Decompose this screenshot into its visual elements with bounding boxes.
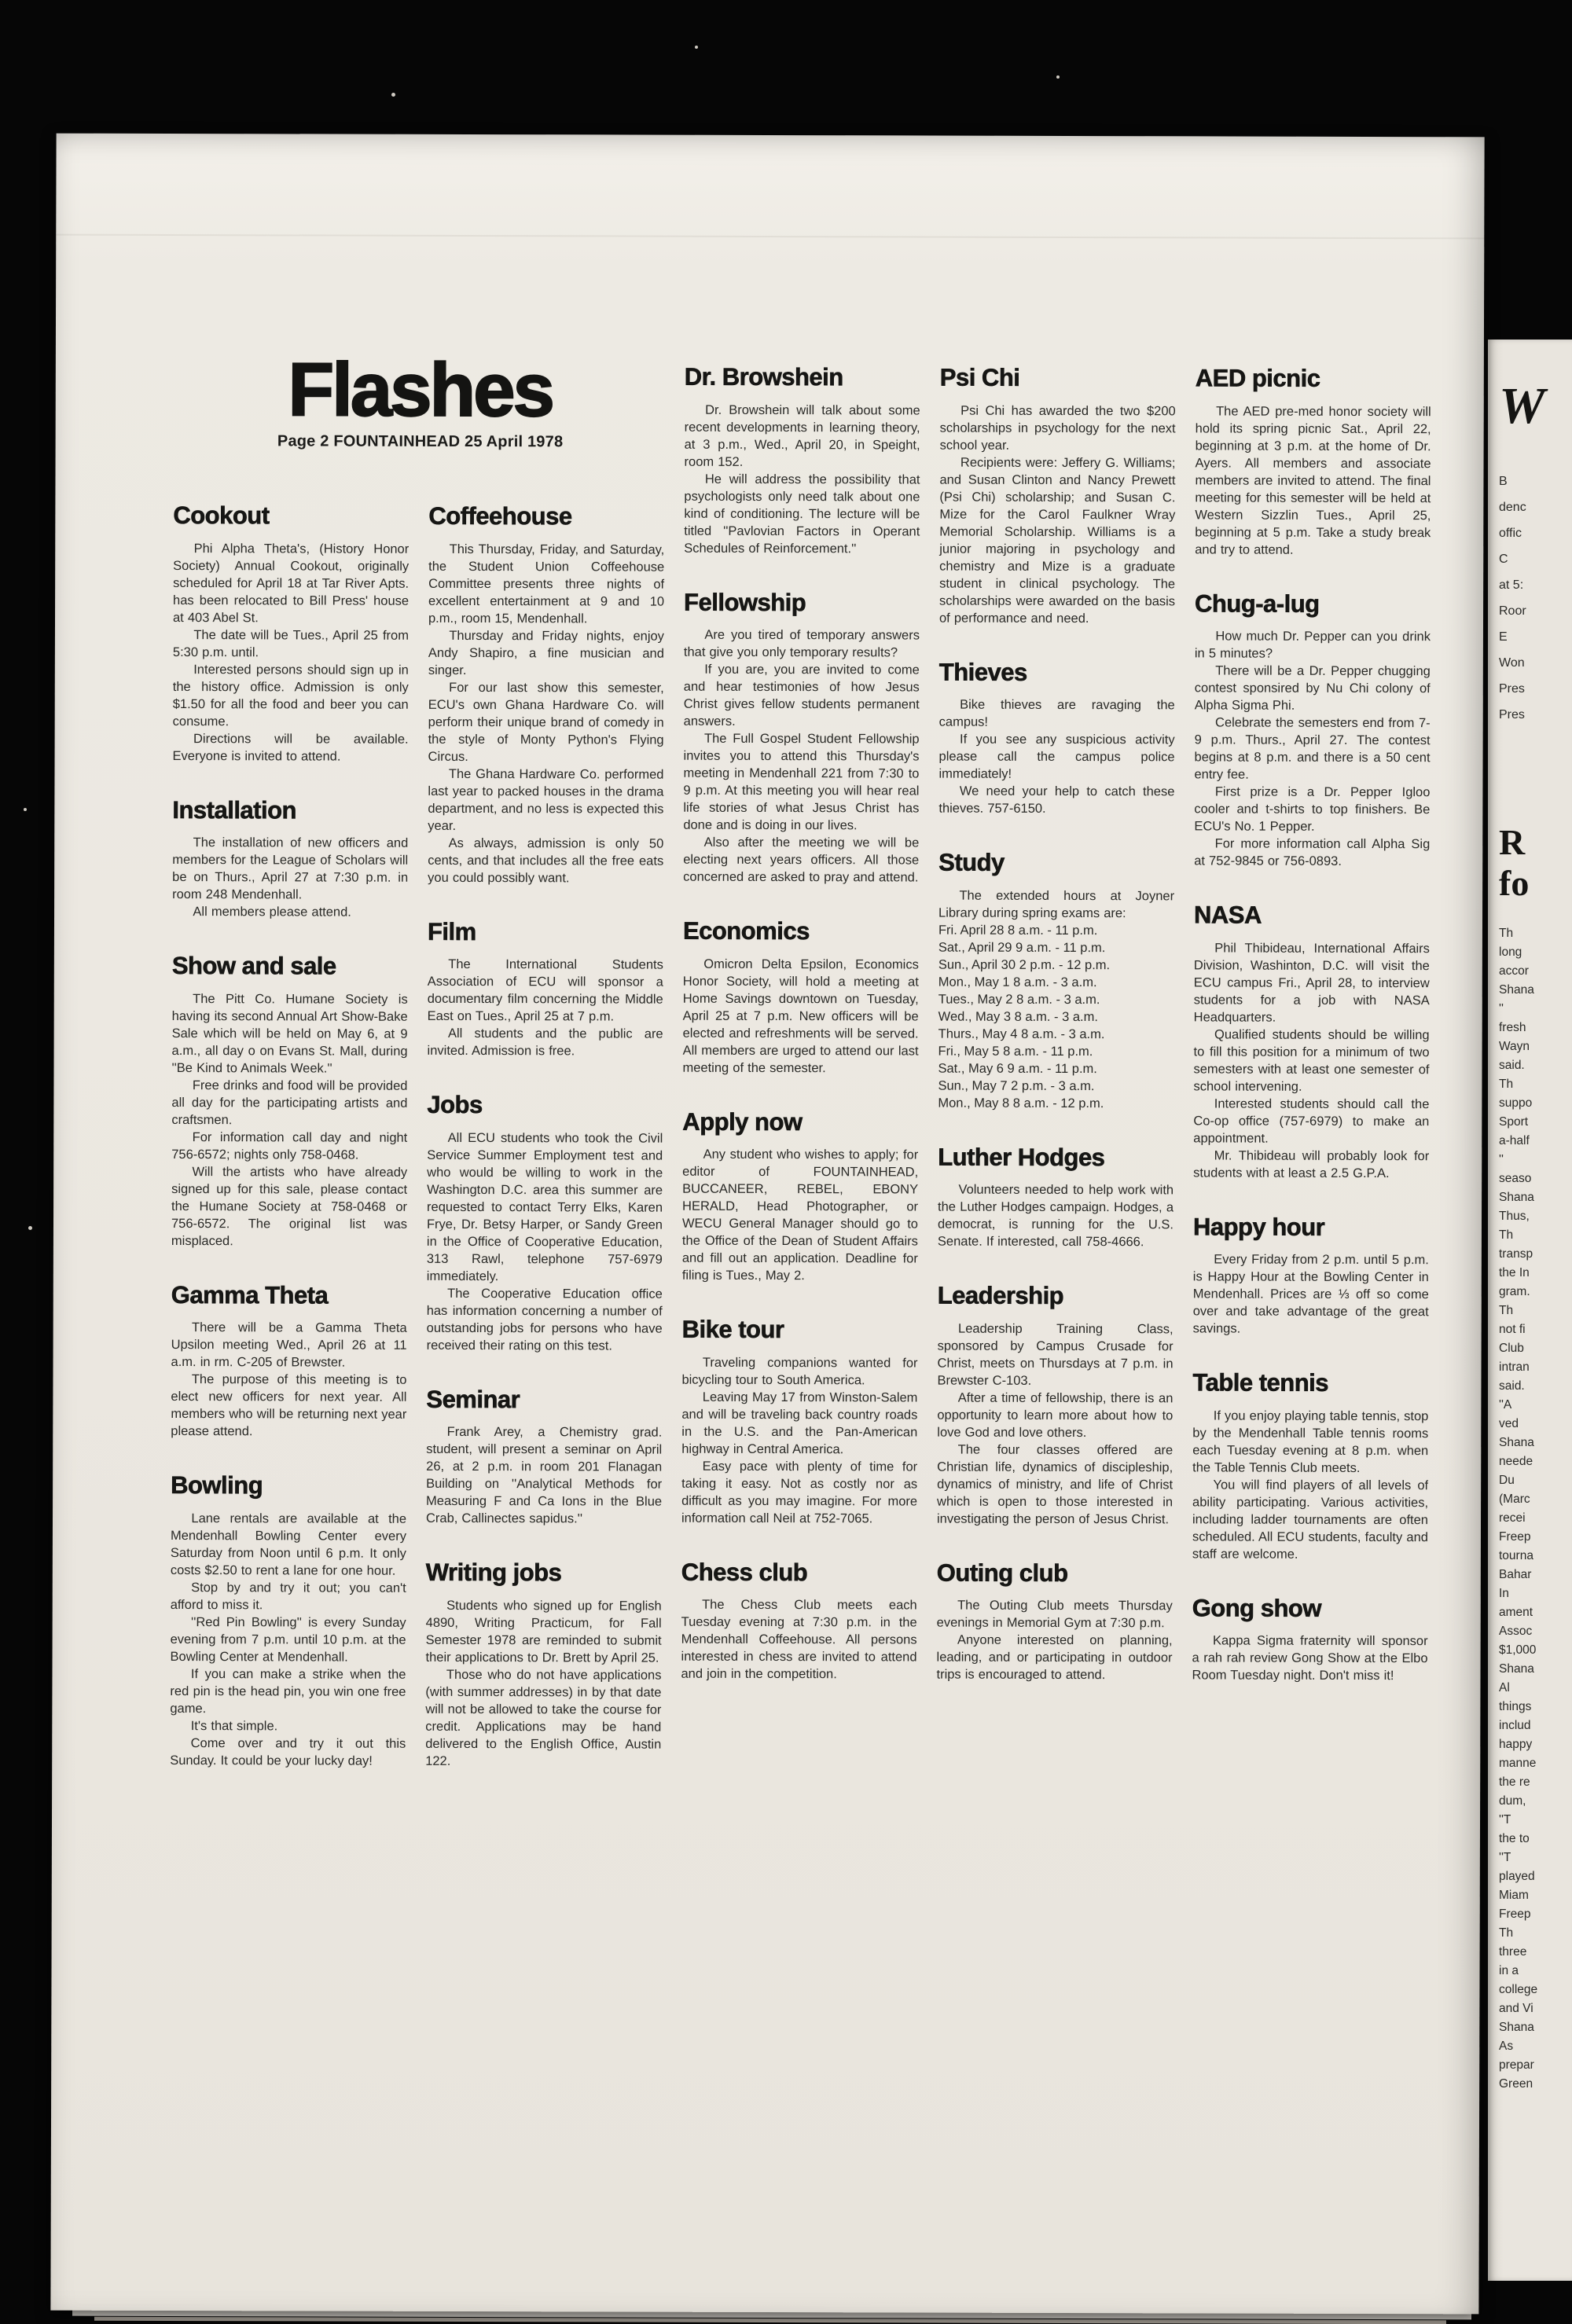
edge-body-fragments: [1499, 924, 1572, 2094]
column-1: [169, 363, 410, 2266]
edge-fragment-line: said.: [1499, 1059, 1525, 1072]
article-paragraph: Volunteers needed to help work with the Luther Hodges campaign. Hodges, a democrat, is running for the U.S. Senate. If interested, call 758-4666.: [937, 1182, 1174, 1250]
article: [172, 795, 409, 921]
edge-fragment-line: Thus,: [1499, 1210, 1530, 1223]
article: [426, 1387, 662, 1528]
edge-fragment-line: ved: [1499, 1417, 1519, 1430]
column-5: [1191, 365, 1431, 2268]
article-paragraph: Kappa Sigma fraternity will sponsor a rah rah review Gong Show at the Elbo Room Tuesday night. Don't miss it!: [1192, 1633, 1428, 1683]
edge-fragment-line: Wayn: [1499, 1040, 1530, 1053]
article-paragraph: Those who do not have applications (with summer addresses) in by that date will not be allowed to take the course for credit. Applications may be hand delivered to the English Office, Austin 122.: [425, 1667, 662, 1768]
article-paragraph: Also after the meeting we will be electing next years officers. All those concerned are asked to pray and attend.: [683, 835, 920, 885]
edge-fragment-line: manne: [1499, 1757, 1537, 1770]
article: [936, 1560, 1172, 1683]
article-heading: Study: [938, 848, 1005, 876]
edge-fragment-line: '': [1499, 1153, 1504, 1166]
article-heading: Gamma Theta: [171, 1280, 329, 1309]
article-paragraph: How much Dr. Pepper can you drink in 5 minutes?: [1194, 629, 1431, 661]
article-heading: Coffeehouse: [428, 501, 572, 531]
edge-fragment-line: suppo: [1499, 1096, 1533, 1110]
article: [171, 953, 408, 1250]
article-paragraph: If you are, you are invited to come and hear testimonies of how Jesus Christ gives fellow students permanent answers.: [683, 662, 920, 729]
edge-fragment-line: Freep: [1499, 1530, 1531, 1544]
article-heading: Leadership: [937, 1281, 1064, 1310]
edge-fragment-line: prepar: [1499, 2058, 1534, 2072]
article: [427, 1092, 663, 1354]
article-paragraph: ''Red Pin Bowling'' is every Sunday evening from 7 p.m. until 10 p.m. at the Bowling Center at Mendenhall.: [170, 1614, 406, 1665]
article-paragraph: Thursday and Friday nights, enjoy Andy Shapiro, a fine musician and singer.: [428, 628, 664, 677]
article-heading: Apply now: [682, 1107, 803, 1136]
schedule-line: Fri. April 28 8 a.m. - 11 p.m.: [938, 923, 1098, 938]
article-paragraph: Lane rentals are available at the Mendenhall Bowling Center every Saturday from Noon until 6 p.m. It only costs $2.50 to rent a lane for one hour.: [170, 1511, 407, 1578]
edge-fragment-line: $1,000: [1499, 1643, 1537, 1657]
edge-fragment-line: Miam: [1499, 1889, 1529, 1902]
scan-speck: [695, 46, 698, 49]
article: [1195, 365, 1431, 558]
edge-fragment-line: transp: [1499, 1247, 1533, 1261]
article-paragraph: Phi Alpha Theta's, (History Honor Society) Annual Cookout, originally scheduled for April 18 at Tar River Apts. has been relocated to Bill Press' house at 403 Abel St.: [172, 541, 410, 625]
article-paragraph: The Ghana Hardware Co. performed last year to packed houses in the drama department, and no less is expected this year.: [428, 766, 664, 833]
edge-fragment-line: long: [1499, 945, 1522, 959]
scan-speck: [1056, 75, 1060, 79]
article-paragraph: This Thursday, Friday, and Saturday, the Student Union Coffeehouse Committee presents three nights of excellent entertainment at 9 and 10 p.m., room 15, Mendenhall.: [428, 542, 665, 626]
schedule-line: Wed., May 3 8 a.m. - 3 a.m.: [938, 1009, 1098, 1024]
article-heading: Gong show: [1192, 1594, 1322, 1622]
article: [1193, 1214, 1429, 1338]
article: [681, 1559, 916, 1683]
article-heading: Economics: [682, 916, 810, 945]
edge-fragment-line: Du: [1499, 1474, 1515, 1487]
edge-headline-fragment: R: [1499, 822, 1526, 862]
article-paragraph: All ECU students who took the Civil Service Summer Employment test and who would be willing to work in the Washington D.C. area this summer are requested to contact Terry Elks, Karen Frye, Dr. Betsy Harper, or Sandy Green in the Office of Cooperative Education, 313 Rawl, telephone 757-6979 immediately.: [426, 1130, 663, 1283]
edge-fragment-line: offic: [1499, 527, 1522, 540]
article-paragraph: First prize is a Dr. Pepper Igloo cooler and t-shirts to top finishers. Be ECU's No. 1 Pepper.: [1194, 784, 1431, 834]
article-paragraph: The extended hours at Joyner Library during spring exams are:: [938, 888, 1175, 920]
article-paragraph: Are you tired of temporary answers that give you only temporary results?: [683, 627, 920, 660]
article-paragraph: You will find players of all levels of ability participating. Various activities, including ladder tournaments are often scheduled. All ECU students, faculty and staff are welcome.: [1192, 1478, 1429, 1562]
article: [682, 916, 919, 1077]
article: [428, 501, 665, 887]
article-heading: Jobs: [427, 1090, 483, 1119]
article: [938, 1144, 1173, 1250]
article-paragraph: Phil Thibideau, International Affairs Division, Washinton, D.C. will visit the ECU campus Fri., April 28, to interview students for a job with NASA Headquarters.: [1193, 941, 1430, 1025]
article: [1192, 1368, 1429, 1563]
article-heading: Dr. Browshein: [684, 363, 843, 391]
edge-fragment-line: (Marc: [1499, 1492, 1530, 1506]
article-paragraph: All members please attend.: [193, 905, 351, 920]
edge-fragment-line: Green: [1499, 2077, 1533, 2091]
edge-fragment-line: fresh: [1499, 1021, 1526, 1034]
article-paragraph: There will be a Dr. Pepper chugging contest sponsired by Nu Chi colony of Alpha Sigma Phi.: [1194, 663, 1431, 713]
article-heading: Happy hour: [1192, 1213, 1325, 1241]
article: [683, 589, 920, 886]
edge-fragment-line: '': [1499, 1002, 1504, 1015]
article-heading: Table tennis: [1192, 1368, 1329, 1397]
article-heading: AED picnic: [1195, 364, 1320, 392]
article-heading: Chug-a-lug: [1195, 589, 1320, 618]
schedule-line: Tues., May 2 8 a.m. - 3 a.m.: [938, 992, 1100, 1007]
article-paragraph: If you enjoy playing table tennis, stop by the Mendenhall Table tennis rooms each Tuesday evening at 8 p.m. when the Table Tennis Club meets.: [1192, 1408, 1429, 1475]
edge-fragment-line: gram.: [1499, 1285, 1530, 1298]
newspaper-page: [50, 134, 1484, 2315]
schedule-line: Sun., May 7 2 p.m. - 3 a.m.: [938, 1078, 1095, 1093]
edge-fragment-line: dum,: [1499, 1794, 1526, 1808]
article-paragraph: It's that simple.: [190, 1718, 278, 1734]
article-paragraph: As always, admission is only 50 cents, and that includes all the free eats you could possibly want.: [428, 835, 664, 885]
edge-fragment-line: the to: [1499, 1832, 1530, 1845]
edge-fragment-line: Shana: [1499, 1662, 1534, 1676]
article-paragraph: All students and the public are invited. Admission is free.: [427, 1026, 663, 1059]
article-paragraph: Anyone interested on planning, leading, and or participating in outdoor trips is encouraged to attend.: [936, 1632, 1173, 1683]
edge-fragment-line: not fi: [1499, 1323, 1526, 1336]
article-paragraph: If you see any suspicious activity please call the campus police immediately!: [938, 732, 1175, 781]
edge-fragment-line: seaso: [1499, 1172, 1532, 1185]
edge-fragment-line: and Vi: [1499, 2002, 1533, 2015]
article-paragraph: Bike thieves are ravaging the campus!: [938, 697, 1175, 729]
article-paragraph: Any student who wishes to apply; for editor of FOUNTAINHEAD, BUCCANEER, REBEL, EBONY HERALD, Head Photographer, or WECU General Manager should go to the Office of the Dean of Student Affairs and fill out an application. Deadline for filing is Tues., May 2.: [681, 1147, 919, 1283]
column-2: [424, 364, 665, 2267]
article-heading: Psi Chi: [939, 363, 1020, 391]
article-heading: Luther Hodges: [938, 1143, 1105, 1171]
masthead-subtitle: Page 2 FOUNTAINHEAD 25 April 1978: [277, 432, 564, 451]
schedule-line: Fri., May 5 8 a.m. - 11 p.m.: [938, 1044, 1093, 1059]
article-paragraph: The installation of new officers and members for the League of Scholars will be on Thurs., April 27 at 7:30 p.m. in room 248 Mendenhall.: [172, 835, 409, 902]
schedule-line: Sat., May 6 9 a.m. - 11 p.m.: [938, 1061, 1097, 1076]
edge-fragment-line: neede: [1499, 1455, 1533, 1468]
masthead-title: Flashes: [288, 347, 553, 433]
edge-fragment-line: Sport: [1499, 1115, 1529, 1129]
article-paragraph: Mr. Thibideau will probably look for students with at least a 2.5 G.P.A.: [1193, 1148, 1430, 1180]
edge-fragment-line: In: [1499, 1587, 1509, 1600]
article-paragraph: For information call day and night 756-6572; nights only 758-0468.: [171, 1129, 408, 1162]
article: [938, 850, 1174, 1112]
article: [425, 1560, 662, 1770]
article-heading: Fellowship: [684, 588, 806, 616]
article-paragraph: Come over and try it out this Sunday. It could be your lucky day!: [170, 1735, 406, 1768]
edge-fragment-line: C: [1499, 553, 1508, 566]
edge-fragment-line: recei: [1499, 1511, 1526, 1525]
edge-fragment-line: in a: [1499, 1964, 1519, 1977]
edge-fragment-line: Freep: [1499, 1907, 1531, 1921]
article-paragraph: Free drinks and food will be provided all day for the participating artists and craftsmen.: [171, 1078, 408, 1127]
article-paragraph: Recipients were: Jeffery G. Williams; and Susan Clinton and Nancy Prewett (Psi Chi) scholarship; and Susan C. Mize for the Carol Faulkner Wray Memorial Scholarship. Williams is a junior majoring in psychology and chemistry and Mize is a graduate student in clinical psychology. The scholarships were awarded on the basis of performance and need.: [938, 455, 1176, 626]
edge-fragment-line: Shana: [1499, 1436, 1534, 1449]
column-3: [680, 365, 920, 2267]
article-heading: Outing club: [936, 1559, 1068, 1587]
article: [682, 1109, 919, 1284]
article-paragraph: Omicron Delta Epsilon, Economics Honor Society, will hold a meeting at Home Savings downtown on Tuesday, April 25 at 7 p.m. New officers will be elected and refreshments will be served. All members are urged to attend our last meeting of the semester.: [682, 956, 919, 1075]
article: [939, 365, 1176, 627]
edge-fragment-line: a-half: [1499, 1134, 1530, 1147]
article-heading: Show and sale: [171, 952, 336, 980]
edge-fragment-line: at 5:: [1499, 578, 1524, 592]
edge-fragment-line: As: [1499, 2039, 1514, 2053]
article-paragraph: The purpose of this meeting is to elect new officers for next year. All members who will be returning next year please attend.: [171, 1372, 407, 1439]
article: [170, 1473, 406, 1769]
edge-fragment-line: ''T: [1499, 1851, 1511, 1864]
masthead: [174, 347, 667, 452]
edge-fragment-line: denc: [1499, 501, 1526, 514]
article-paragraph: The International Students Association of ECU will sponsor a documentary film concerning the Middle East on Tues., April 25 at 7 p.m.: [427, 957, 663, 1024]
article-heading: Seminar: [426, 1385, 520, 1413]
edge-fragment-line: B: [1499, 475, 1508, 488]
schedule-line: Sat., April 29 9 a.m. - 11 p.m.: [938, 940, 1106, 955]
paper-crease: [56, 234, 1484, 240]
schedule-line: Mon., May 8 8 a.m. - 12 p.m.: [938, 1096, 1104, 1111]
edge-fragment-line: tourna: [1499, 1549, 1533, 1562]
article-heading: Chess club: [681, 1558, 808, 1586]
adjacent-page-edge: [1488, 340, 1572, 2281]
article-paragraph: Stop by and try it out; you can't afford to miss it.: [170, 1580, 406, 1613]
article-paragraph: If you can make a strike when the red pin is the head pin, you win one free game.: [170, 1666, 406, 1716]
edge-fragment-line: Assoc: [1499, 1625, 1533, 1638]
schedule-line: Sun., April 30 2 p.m. - 12 p.m.: [938, 957, 1111, 972]
article: [173, 503, 410, 765]
article-paragraph: The Cooperative Education office has information concerning a number of outstanding jobs for persons who have received their rating on this test.: [426, 1286, 663, 1353]
scan-speck: [24, 808, 27, 811]
edge-fragment-line: Shana: [1499, 2021, 1534, 2034]
article-paragraph: The Chess Club meets each Tuesday evening at 7:30 p.m. in the Mendenhall Coffeehouse. All persons interested in chess are invited to attend and join in the competition.: [681, 1598, 917, 1682]
edge-fragment-line: Th: [1499, 1304, 1514, 1317]
article: [1192, 1595, 1427, 1684]
article: [937, 1283, 1173, 1528]
article-paragraph: Students who signed up for English 4890, Writing Practicum, for Fall Semester 1978 are reminded to submit their applications to Dr. Brett by April 25.: [425, 1598, 662, 1665]
article-paragraph: Every Friday from 2 p.m. until 5 p.m. is Happy Hour at the Bowling Center in Mendenhall. Prices are ⅓ off so come over and take advantage of the great savings.: [1192, 1252, 1429, 1336]
edge-headline-fragment: fo: [1499, 863, 1530, 903]
article-paragraph: After a time of fellowship, there is an opportunity to learn more about how to love God and love others.: [937, 1390, 1173, 1440]
article-paragraph: The Outing Club meets Thursday evenings in Memorial Gym at 7:30 p.m.: [936, 1598, 1173, 1631]
article-paragraph: For more information call Alpha Sig at 752-9845 or 756-0893.: [1194, 836, 1431, 869]
edge-fragment-line: ament: [1499, 1606, 1533, 1619]
article-paragraph: Easy pace with plenty of time for taking it easy. Not as costly nor as difficult as you may imagine. For more information call Neil at 752-7065.: [681, 1459, 918, 1526]
article-heading: Installation: [172, 795, 297, 824]
article-paragraph: Interested students should call the Co-op office (757-6979) to make an appointment.: [1193, 1096, 1430, 1146]
article: [428, 919, 663, 1059]
article-paragraph: Traveling companions wanted for bicycling tour to South America.: [681, 1355, 918, 1388]
columns: [169, 363, 1431, 2268]
edge-fragment-line: said.: [1499, 1379, 1525, 1393]
article-paragraph: Frank Arey, a Chemistry grad. student, will present a seminar on April 26, at 2 p.m. in room 201 Flanagan Building on ''Analytical Methods for Measuring F and Ca Ions in the Blue Crab, Callinectes sapidus.'': [425, 1425, 663, 1526]
article-paragraph: Dr. Browshein will talk about some recent developments in learning theory, at 3 p.m., Wed., April 20, in Speight, room 152.: [684, 402, 920, 469]
edge-fragment-line: ''A: [1499, 1398, 1512, 1412]
article-heading: Bike tour: [681, 1315, 784, 1344]
article-heading: Cookout: [173, 501, 270, 530]
article: [938, 659, 1175, 817]
edge-fragment-line: Pres: [1499, 682, 1525, 696]
article-heading: Thieves: [938, 658, 1027, 686]
edge-fragment-line: E: [1499, 630, 1508, 644]
article-paragraph: Will the artists who have already signed up for this sale, please contact the Humane Society at 758-0468 or 756-6572. The original list was misplaced.: [171, 1164, 408, 1248]
edge-fragment-line: Th: [1499, 1228, 1514, 1242]
column-4: [935, 365, 1176, 2268]
edge-fragment-line: college: [1499, 1983, 1538, 1996]
article-paragraph: Leadership Training Class, sponsored by Campus Crusade for Christ, meets on Thursdays at 7 p.m. in Brewster C-103.: [937, 1321, 1173, 1388]
edge-fragment-line: three: [1499, 1945, 1527, 1959]
edge-fragment-line: Bahar: [1499, 1568, 1532, 1581]
edge-fragment-line: things: [1499, 1700, 1532, 1713]
edge-fragment-line: Pres: [1499, 708, 1525, 721]
edge-fragment-line: Al: [1499, 1681, 1510, 1694]
article: [171, 1280, 407, 1441]
edge-fragment-line: happy: [1499, 1738, 1533, 1751]
schedule-line: Mon., May 1 8 a.m. - 3 a.m.: [938, 975, 1097, 989]
article-heading: Writing jobs: [425, 1559, 562, 1587]
article-paragraph: The four classes offered are Christian life, dynamics of discipleship, dynamics of ministry, and life of Christ which is open to those interested in investigating the person of Jesus Christ.: [936, 1442, 1173, 1527]
article-paragraph: The Full Gospel Student Fellowship invites you to attend this Thursday's meeting in Mendenhall 221 from 7:30 to 9 p.m. At this meeting you will hear real life stories of what Jesus Christ has done and is doing in our lives.: [683, 731, 920, 833]
edge-fragment-line: ''T: [1499, 1813, 1511, 1827]
article: [681, 1317, 918, 1527]
article-paragraph: Psi Chi has awarded the two $200 scholarships in psychology for the next school year.: [939, 403, 1176, 453]
article-paragraph: There will be a Gamma Theta Upsilon meeting Wed., April 26 at 11 a.m. in rm. C-205 of Brewster.: [171, 1320, 407, 1370]
article-paragraph: For our last show this semester, ECU's own Ghana Hardware Co. will perform their unique brand of comedy in the style of Monty Python's Flying Circus.: [428, 680, 664, 764]
article-heading: Bowling: [171, 1471, 263, 1500]
scan-speck: [28, 1226, 32, 1230]
article-heading: Film: [427, 917, 476, 945]
article: [1193, 903, 1430, 1182]
article-paragraph: The Pitt Co. Humane Society is having its second Annual Art Show-Bake Sale which will be held on May 6, at 9 a.m., all day o on Evans St. Mall, during ''Be Kind to Animals Week.'': [171, 991, 408, 1076]
article-paragraph: Leaving May 17 from Winston-Salem and will be traveling back country roads in the U.S. and the Pan-American highway in Central America.: [681, 1390, 918, 1456]
schedule-line: Thurs., May 4 8 a.m. - 3 a.m.: [938, 1026, 1105, 1041]
article-paragraph: He will address the possibility that psychologists only need talk about one kind of conditioning. The lecture will be titled ''Pavlovian Factors in Operant Schedules of Reinforcement.'': [684, 472, 920, 556]
edge-fragment-line: accor: [1499, 964, 1529, 978]
edge-fragment-line: Th: [1499, 1078, 1514, 1091]
edge-drop-cap: W: [1499, 377, 1545, 435]
edge-fragment-line: Th: [1499, 927, 1514, 940]
article-paragraph: We need your help to catch these thieves. 757-6150.: [938, 784, 1175, 817]
edge-fragment-line: the In: [1499, 1266, 1530, 1279]
edge-fragment-line: played: [1499, 1870, 1535, 1883]
edge-headline: [1499, 822, 1572, 904]
article: [1194, 591, 1431, 870]
edge-fragment-line: includ: [1499, 1719, 1531, 1732]
article: [684, 365, 920, 557]
article-paragraph: The date will be Tues., April 25 from 5:30 p.m. until.: [172, 627, 409, 659]
edge-fragment-line: the re: [1499, 1775, 1530, 1789]
edge-top-fragments: [1499, 468, 1572, 728]
article-paragraph: Directions will be available. Everyone is invited to attend.: [172, 731, 409, 764]
article-paragraph: Celebrate the semesters end from 7-9 p.m. Thurs., April 27. The contest begins at 8 p.m. and there is a 50 cent entry fee.: [1194, 715, 1431, 782]
article-heading: NASA: [1193, 901, 1262, 929]
edge-fragment-line: Club: [1499, 1342, 1524, 1355]
scan-speck: [391, 93, 395, 97]
edge-fragment-line: Roor: [1499, 604, 1526, 618]
edge-fragment-line: Shana: [1499, 1191, 1534, 1204]
article-paragraph: Interested persons should sign up in the history office. Admission is only $1.50 for all the food and beer you can consume.: [172, 662, 409, 729]
edge-fragment-line: Won: [1499, 656, 1525, 670]
edge-fragment-line: Th: [1499, 1926, 1514, 1940]
article-paragraph: Qualified students should be willing to fill this position for a minimum of two semesters with at least one semester of school intervening.: [1193, 1027, 1430, 1094]
edge-fragment-line: Shana: [1499, 983, 1534, 997]
edge-fragment-line: intran: [1499, 1360, 1530, 1374]
article-paragraph: The AED pre-med honor society will hold its spring picnic Sat., April 22, beginning at 3 p.m. at the home of Dr. Ayers. All members and associate members are invited to attend. The final meeting for this semester will be held at Western Sizzlin Tues., April 25, beginning at 5 p.m. Take a study break and try to attend.: [1195, 404, 1431, 557]
